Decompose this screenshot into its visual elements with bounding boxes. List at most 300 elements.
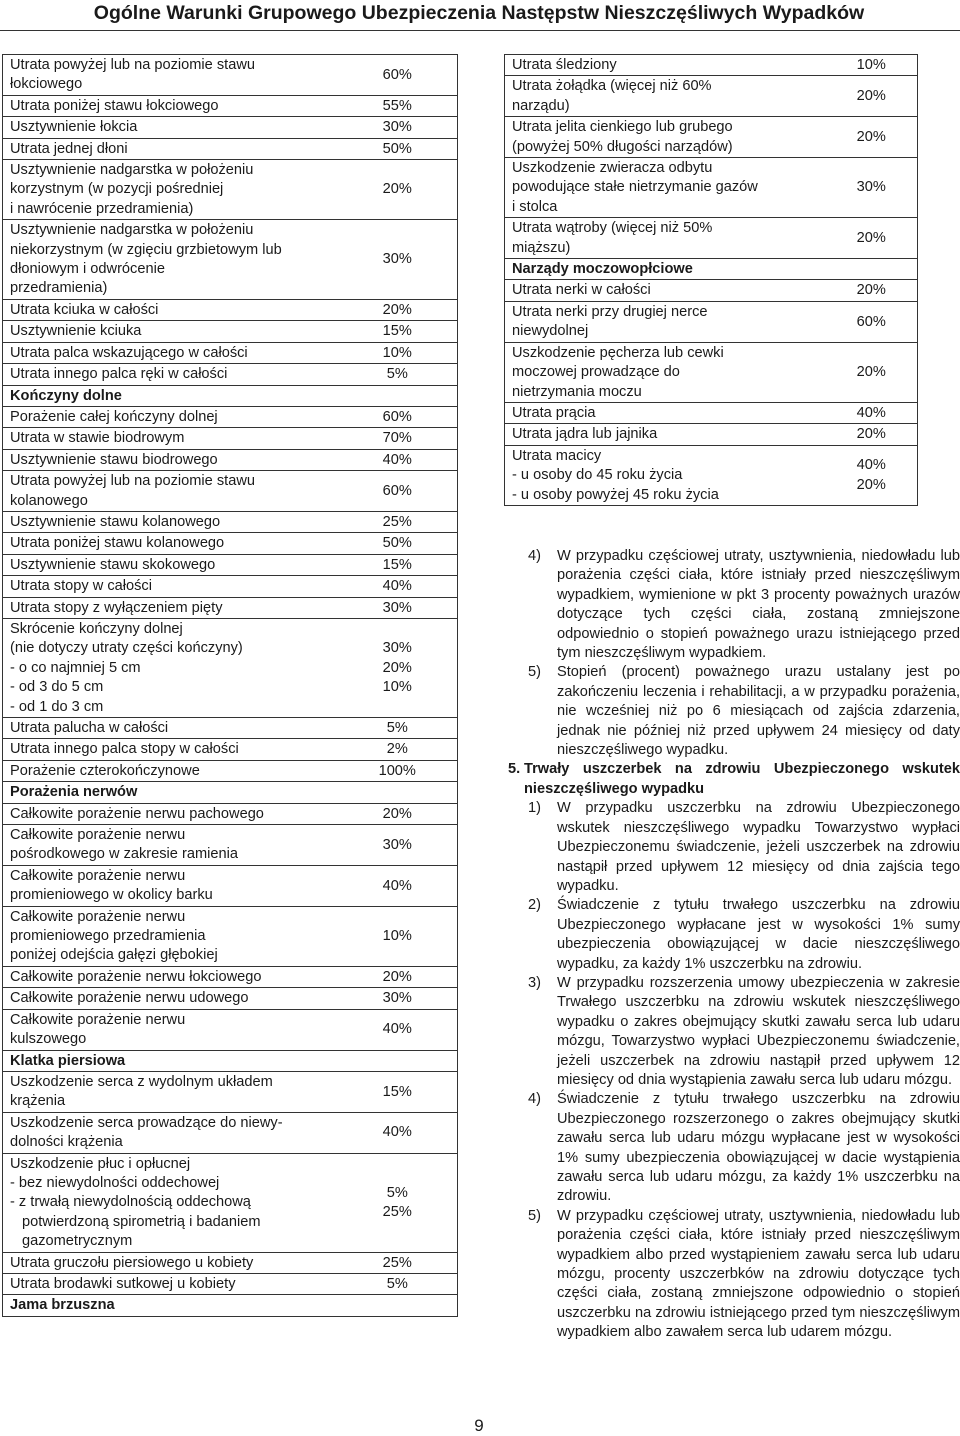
injury-description [3, 364, 338, 385]
table-row [3, 533, 458, 554]
table-row [3, 1071, 458, 1112]
percentage-value [338, 55, 458, 96]
description-line: Utrata palca wskazującego w całości [10, 344, 248, 361]
percentage-value [338, 782, 458, 803]
injury-description [3, 865, 338, 906]
description-line: Usztywnienie stawu kolanowego [10, 513, 221, 530]
injury-description [3, 1009, 338, 1050]
table-row [3, 471, 458, 512]
percentage-value [338, 1050, 458, 1071]
percentage-value [338, 428, 458, 449]
description-line: Usztywnienie stawu biodrowego [10, 451, 218, 468]
description-line: Uszkodzenie serca prowadzące do niewy- [10, 1114, 283, 1131]
injury-description [3, 511, 338, 532]
percentage-line: 20% [856, 364, 886, 381]
description-line: Usztywnienie łokcia [10, 119, 138, 136]
percentage-line: 100% [378, 762, 416, 779]
description-line: dłoniowym i odwrócenie [10, 261, 165, 278]
description-line: Całkowite porażenie nerwu łokciowego [10, 968, 262, 985]
injury-description [505, 280, 826, 301]
description-line: Utrata powyżej lub na poziomie stawu [10, 57, 255, 73]
injury-description [3, 117, 338, 138]
injury-description [3, 554, 338, 575]
item-text: W przypadku uszczerbku na zdrowiu Ubezpieczonego wskutek nieszczęśliwego wypadku Towarzystwo wypłaci Ubezpieczonemu świadczenie, jeżeli uszczerbek na zdrowiu nastąpił przed upływem 12 miesięcy od dnia zajścia tego wypadku. [557, 800, 960, 894]
description-line: Utrata jądra lub jajnika [512, 426, 658, 443]
percentage-value [338, 533, 458, 554]
description-line: Utrata powyżej lub na poziomie stawu [10, 473, 255, 490]
percentage-value [826, 158, 918, 218]
percentage-value [826, 218, 918, 259]
table-row [3, 342, 458, 363]
description-line: - od 1 do 3 cm [10, 698, 104, 715]
percentage-line: 50% [382, 535, 412, 552]
table-row [3, 364, 458, 385]
percentage-value [338, 618, 458, 717]
note-item-4 [498, 547, 960, 663]
percentage-line: 5% [386, 1275, 408, 1292]
description-line: moczowej prowadzące do [512, 364, 680, 381]
table-row [505, 301, 918, 342]
page-number: 9 [474, 1416, 484, 1435]
table-row [3, 618, 458, 717]
description-line: poniżej odejścia gałęzi głębokiej [10, 947, 218, 964]
percentage-value [338, 471, 458, 512]
description-line: krążenia [10, 1093, 66, 1110]
table-row [505, 280, 918, 301]
description-line: - o co najmniej 5 cm [10, 659, 141, 676]
description-line: i nawrócenie przedramienia) [10, 200, 194, 217]
percentage-line: 60% [856, 313, 886, 330]
percentage-line: 30% [382, 640, 412, 657]
percentage-value [338, 1153, 458, 1252]
description-line: gazometrycznym [22, 1233, 133, 1250]
table-row [3, 803, 458, 824]
table-row [3, 299, 458, 320]
percentage-line: 40% [856, 457, 886, 474]
percentage-value [338, 825, 458, 866]
item-number: 1) [528, 800, 541, 817]
description-line: Utrata innego palca ręki w całości [10, 366, 228, 383]
description-line: (powyżej 50% długości narządów) [512, 138, 733, 155]
description-line: narządu) [512, 97, 570, 114]
percentage-line: 40% [382, 877, 412, 894]
section-header-row [3, 1050, 458, 1071]
percentage-line: 25% [382, 513, 412, 530]
injury-description [3, 760, 338, 781]
description-line: Całkowite porażenie nerwu [10, 1011, 186, 1028]
percentage-line: 15% [382, 1083, 412, 1100]
table-row [505, 402, 918, 423]
description-line: Porażenia nerwów [10, 784, 138, 801]
percentage-value [338, 718, 458, 739]
description-line: Narządy moczowopłciowe [512, 261, 693, 278]
description-line: dolności krążenia [10, 1134, 123, 1151]
item-number: 3) [528, 974, 541, 991]
injury-description [3, 597, 338, 618]
percentage-value [338, 865, 458, 906]
table-row [505, 117, 918, 158]
table-row [3, 597, 458, 618]
percentage-value [338, 321, 458, 342]
description-line: miąższu) [512, 239, 571, 256]
table-row [3, 220, 458, 300]
title-divider [0, 30, 960, 31]
percentage-line: 5% [386, 1184, 408, 1201]
injury-description [3, 55, 338, 96]
description-line: Skrócenie kończyny dolnej [10, 620, 183, 637]
percentage-line: 70% [382, 430, 412, 447]
percentage-value [826, 55, 918, 76]
percentage-line: 20% [382, 181, 412, 198]
description-line: Kończyny dolne [10, 387, 122, 404]
percentage-line: 10% [382, 928, 412, 945]
percentage-line: 5% [386, 720, 408, 736]
percentage-line: 20% [856, 282, 886, 299]
percentage-line: 20% [382, 301, 412, 318]
section-header-row [3, 1295, 458, 1316]
description-line: Klatka piersiowa [10, 1052, 126, 1069]
percentage-line: 2% [386, 741, 408, 758]
table-row [3, 406, 458, 427]
table-row [3, 1273, 458, 1294]
percentage-value [338, 117, 458, 138]
percentage-value [338, 760, 458, 781]
percentage-line: 60% [382, 408, 412, 425]
injury-description [3, 988, 338, 1009]
table-row [3, 966, 458, 987]
description-line: Utrata poniżej stawu kolanowego [10, 535, 225, 552]
injury-description [505, 342, 826, 402]
description-line: - u osoby powyżej 45 roku życia [512, 486, 719, 503]
table-row [505, 445, 918, 505]
injury-table-right [504, 54, 918, 506]
item-number: 2) [528, 897, 541, 914]
section-5-item-2 [498, 896, 960, 974]
section-header [3, 1295, 338, 1316]
percentage-value [338, 1252, 458, 1273]
section-header [3, 1050, 338, 1071]
percentage-line: 60% [382, 66, 412, 83]
table-row [505, 342, 918, 402]
section-5-item-4 [498, 1090, 960, 1206]
injury-description [3, 1153, 338, 1252]
percentage-value [338, 364, 458, 385]
description-line: kulszowego [10, 1031, 87, 1048]
injury-description [3, 299, 338, 320]
note-number: 4) [528, 548, 541, 564]
percentage-value [338, 576, 458, 597]
section-header-row [505, 259, 918, 280]
percentage-value [338, 739, 458, 760]
injury-description [3, 966, 338, 987]
item-text: Świadczenie z tytułu trwałego uszczerbku na zdrowiu Ubezpieczonego wypłacane jest w wysokości 1% sumy ubezpieczenia obowiązującej w dacie nieszczęśliwego wypadku, za każdy 1% uszczerbku na zdrowiu. [557, 897, 960, 972]
description-line: Utrata nerki przy drugiej nerce [512, 303, 708, 320]
percentage-value [338, 1295, 458, 1316]
section-5-heading [498, 760, 960, 799]
injury-description [3, 138, 338, 159]
injury-description [3, 739, 338, 760]
injury-table-left [2, 54, 458, 1317]
description-line: Uszkodzenie serca z wydolnym układem [10, 1073, 273, 1090]
percentage-line: 25% [382, 1204, 412, 1221]
description-line: Utrata kciuka w całości [10, 301, 159, 318]
injury-description [3, 1252, 338, 1273]
percentage-line: 20% [382, 968, 412, 985]
description-line: Usztywnienie stawu skokowego [10, 556, 216, 573]
table-row [505, 424, 918, 445]
percentage-line: 20% [382, 659, 412, 676]
table-row [3, 428, 458, 449]
description-line: Usztywnienie kciuka [10, 323, 142, 340]
percentage-line: 25% [382, 1254, 412, 1271]
injury-description [505, 424, 826, 445]
notes-section [498, 547, 960, 1343]
description-line: niekorzystnym (w zgięciu grzbietowym lub [10, 241, 282, 258]
description-line: nietrzymania moczu [512, 383, 642, 400]
injury-description [3, 95, 338, 116]
table-row [505, 76, 918, 117]
percentage-value [826, 301, 918, 342]
percentage-line: 20% [856, 229, 886, 246]
table-row [3, 95, 458, 116]
percentage-line: 50% [382, 140, 412, 157]
table-row [3, 117, 458, 138]
section-header [3, 782, 338, 803]
percentage-value [338, 299, 458, 320]
table-row [3, 160, 458, 220]
injury-description [3, 576, 338, 597]
percentage-value [338, 385, 458, 406]
percentage-value [338, 95, 458, 116]
percentage-line: 10% [856, 57, 886, 73]
percentage-value [826, 342, 918, 402]
percentage-line: 40% [382, 451, 412, 468]
table-row [3, 511, 458, 532]
percentage-value [826, 424, 918, 445]
percentage-line: 20% [856, 476, 886, 493]
description-line: kolanowego [10, 492, 88, 509]
percentage-value [338, 1273, 458, 1294]
description-line: Utrata stopy w całości [10, 578, 152, 595]
description-line: promieniowego w okolicy barku [10, 887, 213, 904]
description-line: niewydolnej [512, 323, 589, 340]
injury-description [505, 76, 826, 117]
description-line: (nie dotyczy utraty części kończyny) [10, 640, 243, 657]
injury-description [505, 445, 826, 505]
injury-description [3, 160, 338, 220]
injury-description [3, 803, 338, 824]
description-line: Uszkodzenie pęcherza lub cewki [512, 344, 724, 361]
description-line: Uszkodzenie zwieracza odbytu [512, 160, 713, 177]
percentage-line: 40% [382, 1021, 412, 1038]
percentage-value [826, 280, 918, 301]
percentage-line: 30% [856, 179, 886, 196]
percentage-value [338, 1071, 458, 1112]
percentage-line: 10% [382, 344, 412, 361]
description-line: - od 3 do 5 cm [10, 679, 104, 696]
percentage-value [338, 449, 458, 470]
description-line: Porażenie czterokończynowe [10, 762, 200, 779]
description-line: przedramienia) [10, 280, 108, 297]
item-text: W przypadku rozszerzenia umowy ubezpieczenia w zakresie Trwałego uszczerbku na zdrowiu wskutek nieszczęśliwego wypadku o zakres obejmujący skutki zawału serca lub udaru mózgu, Towarzystwo wypłaci Ubezpieczonemu świadczenie, jeżeli uszczerbek na zdrowiu nastąpił przed upływem 12 miesięcy od dnia wystąpienia zawału serca lub udaru mózgu. [557, 974, 960, 1088]
injury-description [3, 471, 338, 512]
table-row [3, 1009, 458, 1050]
table-row [3, 865, 458, 906]
description-line: Jama brzuszna [10, 1297, 115, 1314]
description-line: potwierdzoną spirometrią i badaniem [22, 1213, 261, 1230]
description-line: - z trwałą niewydolnością oddechową [10, 1194, 251, 1211]
item-number: 5) [528, 1207, 541, 1224]
injury-description [3, 406, 338, 427]
injury-description [505, 55, 826, 76]
description-line: Porażenie całej kończyny dolnej [10, 408, 218, 425]
description-line: Utrata palucha w całości [10, 720, 169, 736]
injury-description [3, 533, 338, 554]
description-line: Całkowite porażenie nerwu [10, 908, 186, 925]
description-line: Utrata wątroby (więcej niż 50% [512, 220, 713, 237]
description-line: promieniowego przedramienia [10, 928, 206, 945]
percentage-line: 15% [382, 556, 412, 573]
description-line: łokciowego [10, 76, 83, 93]
injury-description [505, 402, 826, 423]
injury-description [3, 618, 338, 717]
description-line: Utrata nerki w całości [512, 282, 651, 299]
injury-description [505, 117, 826, 158]
table-row [3, 321, 458, 342]
note-number: 5) [528, 664, 541, 681]
percentage-value [338, 511, 458, 532]
table-row [3, 576, 458, 597]
item-number: 4) [528, 1091, 541, 1108]
description-line: powodujące stałe nietrzymanie gazów [512, 179, 758, 196]
percentage-value [338, 988, 458, 1009]
description-line: Utrata w stawie biodrowym [10, 430, 185, 447]
injury-description [505, 158, 826, 218]
item-text: Świadczenie z tytułu trwałego uszczerbku na zdrowiu Ubezpieczonego rozszerzonego o zakres obejmujący skutki zawału serca lub udaru mózgu wypłacane jest w wysokości 1% sumy ubezpieczenia obowiązującej w dacie wystąpienia zawału serca lub udaru mózgu, za każdy 1% uszczerbku na zdrowiu. [557, 1091, 960, 1205]
injury-description [3, 220, 338, 300]
item-text: W przypadku częściowej utraty, usztywnienia, niedowładu lub porażenia części ciała, które istniały przed nieszczęśliwym wypadkiem albo przed wystąpieniem zawału serca lub udaru mózgu, procenty uszczerbków na zdrowiu dotyczące tych części ciała, zostaną zmniejszone odpowiednio o stopień uszczerbku na zdrowiu istniejącego przed tym nieszczęśliwym wypadkiem albo zawałem serca lub udarem mózgu. [557, 1207, 960, 1341]
percentage-line: 5% [386, 366, 408, 383]
percentage-line: 20% [856, 426, 886, 443]
description-line: Utrata macicy [512, 447, 602, 464]
percentage-value [826, 117, 918, 158]
injury-description [3, 321, 338, 342]
percentage-value [338, 803, 458, 824]
description-line: Utrata gruczołu piersiowego u kobiety [10, 1254, 254, 1271]
note-text: Stopień (procent) poważnego urazu ustalany jest po zakończeniu leczenia i rehabilitacji, a w przypadku porażenia, nie wcześniej niż po 6 miesiącach od zajścia zdarzenia, jednak nie później niż przed upływem 24 miesięcy od daty nieszczęśliwego wypadku. [557, 664, 960, 759]
injury-description [505, 218, 826, 259]
table-row [3, 760, 458, 781]
percentage-line: 30% [382, 119, 412, 136]
percentage-line: 30% [382, 990, 412, 1007]
description-line: Utrata żołądka (więcej niż 60% [512, 78, 712, 95]
table-row [3, 449, 458, 470]
percentage-line: 30% [382, 599, 412, 616]
description-line: i stolca [512, 198, 558, 215]
percentage-value [338, 406, 458, 427]
percentage-line: 40% [382, 1124, 412, 1141]
section-header [3, 385, 338, 406]
table-row [505, 158, 918, 218]
table-row [3, 554, 458, 575]
percentage-line: 10% [382, 679, 412, 696]
injury-description [505, 301, 826, 342]
description-line: Całkowite porażenie nerwu pachowego [10, 805, 264, 822]
description-line: Utrata stopy z wyłączeniem pięty [10, 599, 223, 616]
section-header-row [3, 782, 458, 803]
table-row [3, 739, 458, 760]
percentage-line: 30% [382, 251, 412, 268]
description-line: Całkowite porażenie nerwu [10, 827, 186, 844]
percentage-line: 30% [382, 836, 412, 853]
section-title: Trwały uszczerbek na zdrowiu Ubezpieczonego wskutek nieszczęśliwego wypadku [524, 761, 960, 797]
percentage-value [826, 402, 918, 423]
percentage-line: 60% [382, 482, 412, 499]
section-number: 5. [508, 761, 521, 778]
percentage-value [338, 1009, 458, 1050]
description-line: Usztywnienie nadgarstka w położeniu [10, 162, 254, 179]
table-row [3, 718, 458, 739]
description-line: - bez niewydolności oddechowej [10, 1174, 220, 1191]
percentage-value [826, 259, 918, 280]
description-line: Utrata jelita cienkiego lub grubego [512, 119, 733, 136]
percentage-value [338, 1112, 458, 1153]
description-line: Utrata jednej dłoni [10, 140, 128, 157]
description-line: Utrata brodawki sutkowej u kobiety [10, 1275, 236, 1292]
section-header-row [3, 385, 458, 406]
percentage-line: 20% [856, 128, 886, 145]
description-line: - u osoby do 45 roku życia [512, 467, 683, 484]
page-title: Ogólne Warunki Grupowego Ubezpieczenia Następstw Nieszczęśliwych Wypadków [93, 2, 865, 24]
table-row [505, 218, 918, 259]
table-row [3, 988, 458, 1009]
table-row [3, 1252, 458, 1273]
percentage-value [338, 966, 458, 987]
injury-description [3, 449, 338, 470]
section-5-item-5 [498, 1207, 960, 1343]
table-row [3, 906, 458, 966]
injury-description [3, 825, 338, 866]
injury-description [3, 428, 338, 449]
percentage-value [338, 160, 458, 220]
description-line: Utrata prącia [512, 404, 596, 421]
table-row [3, 825, 458, 866]
percentage-line: 55% [382, 97, 412, 114]
percentage-value [338, 554, 458, 575]
percentage-value [338, 220, 458, 300]
description-line: Całkowite porażenie nerwu [10, 867, 186, 884]
description-line: korzystnym (w pozycji pośredniej [10, 181, 224, 198]
injury-description [3, 342, 338, 363]
table-row [3, 55, 458, 96]
section-5-item-1 [498, 799, 960, 896]
description-line: pośrodkowego w zakresie ramienia [10, 846, 238, 863]
description-line: Całkowite porażenie nerwu udowego [10, 990, 249, 1007]
section-header [505, 259, 826, 280]
percentage-line: 15% [382, 323, 412, 340]
percentage-value [826, 76, 918, 117]
percentage-line: 40% [856, 404, 886, 421]
description-line: Utrata poniżej stawu łokciowego [10, 97, 219, 114]
note-text: W przypadku częściowej utraty, usztywnienia, niedowładu lub porażenia części ciała, które istniały przed nieszczęśliwym wypadkiem, wymienione w pkt 3 procenty poważnych urazów dotyczące tych części ciała, zostaną zmniejszone odpowiednio o stopień poważnego urazu istniejącego przed tym nieszczęśliwym wypadkiem. [557, 548, 960, 662]
section-5-item-3 [498, 974, 960, 1090]
table-row [3, 1112, 458, 1153]
note-item-5 [498, 663, 960, 760]
percentage-value [826, 445, 918, 505]
table-row [3, 138, 458, 159]
injury-description [3, 1273, 338, 1294]
percentage-line: 20% [382, 805, 412, 822]
